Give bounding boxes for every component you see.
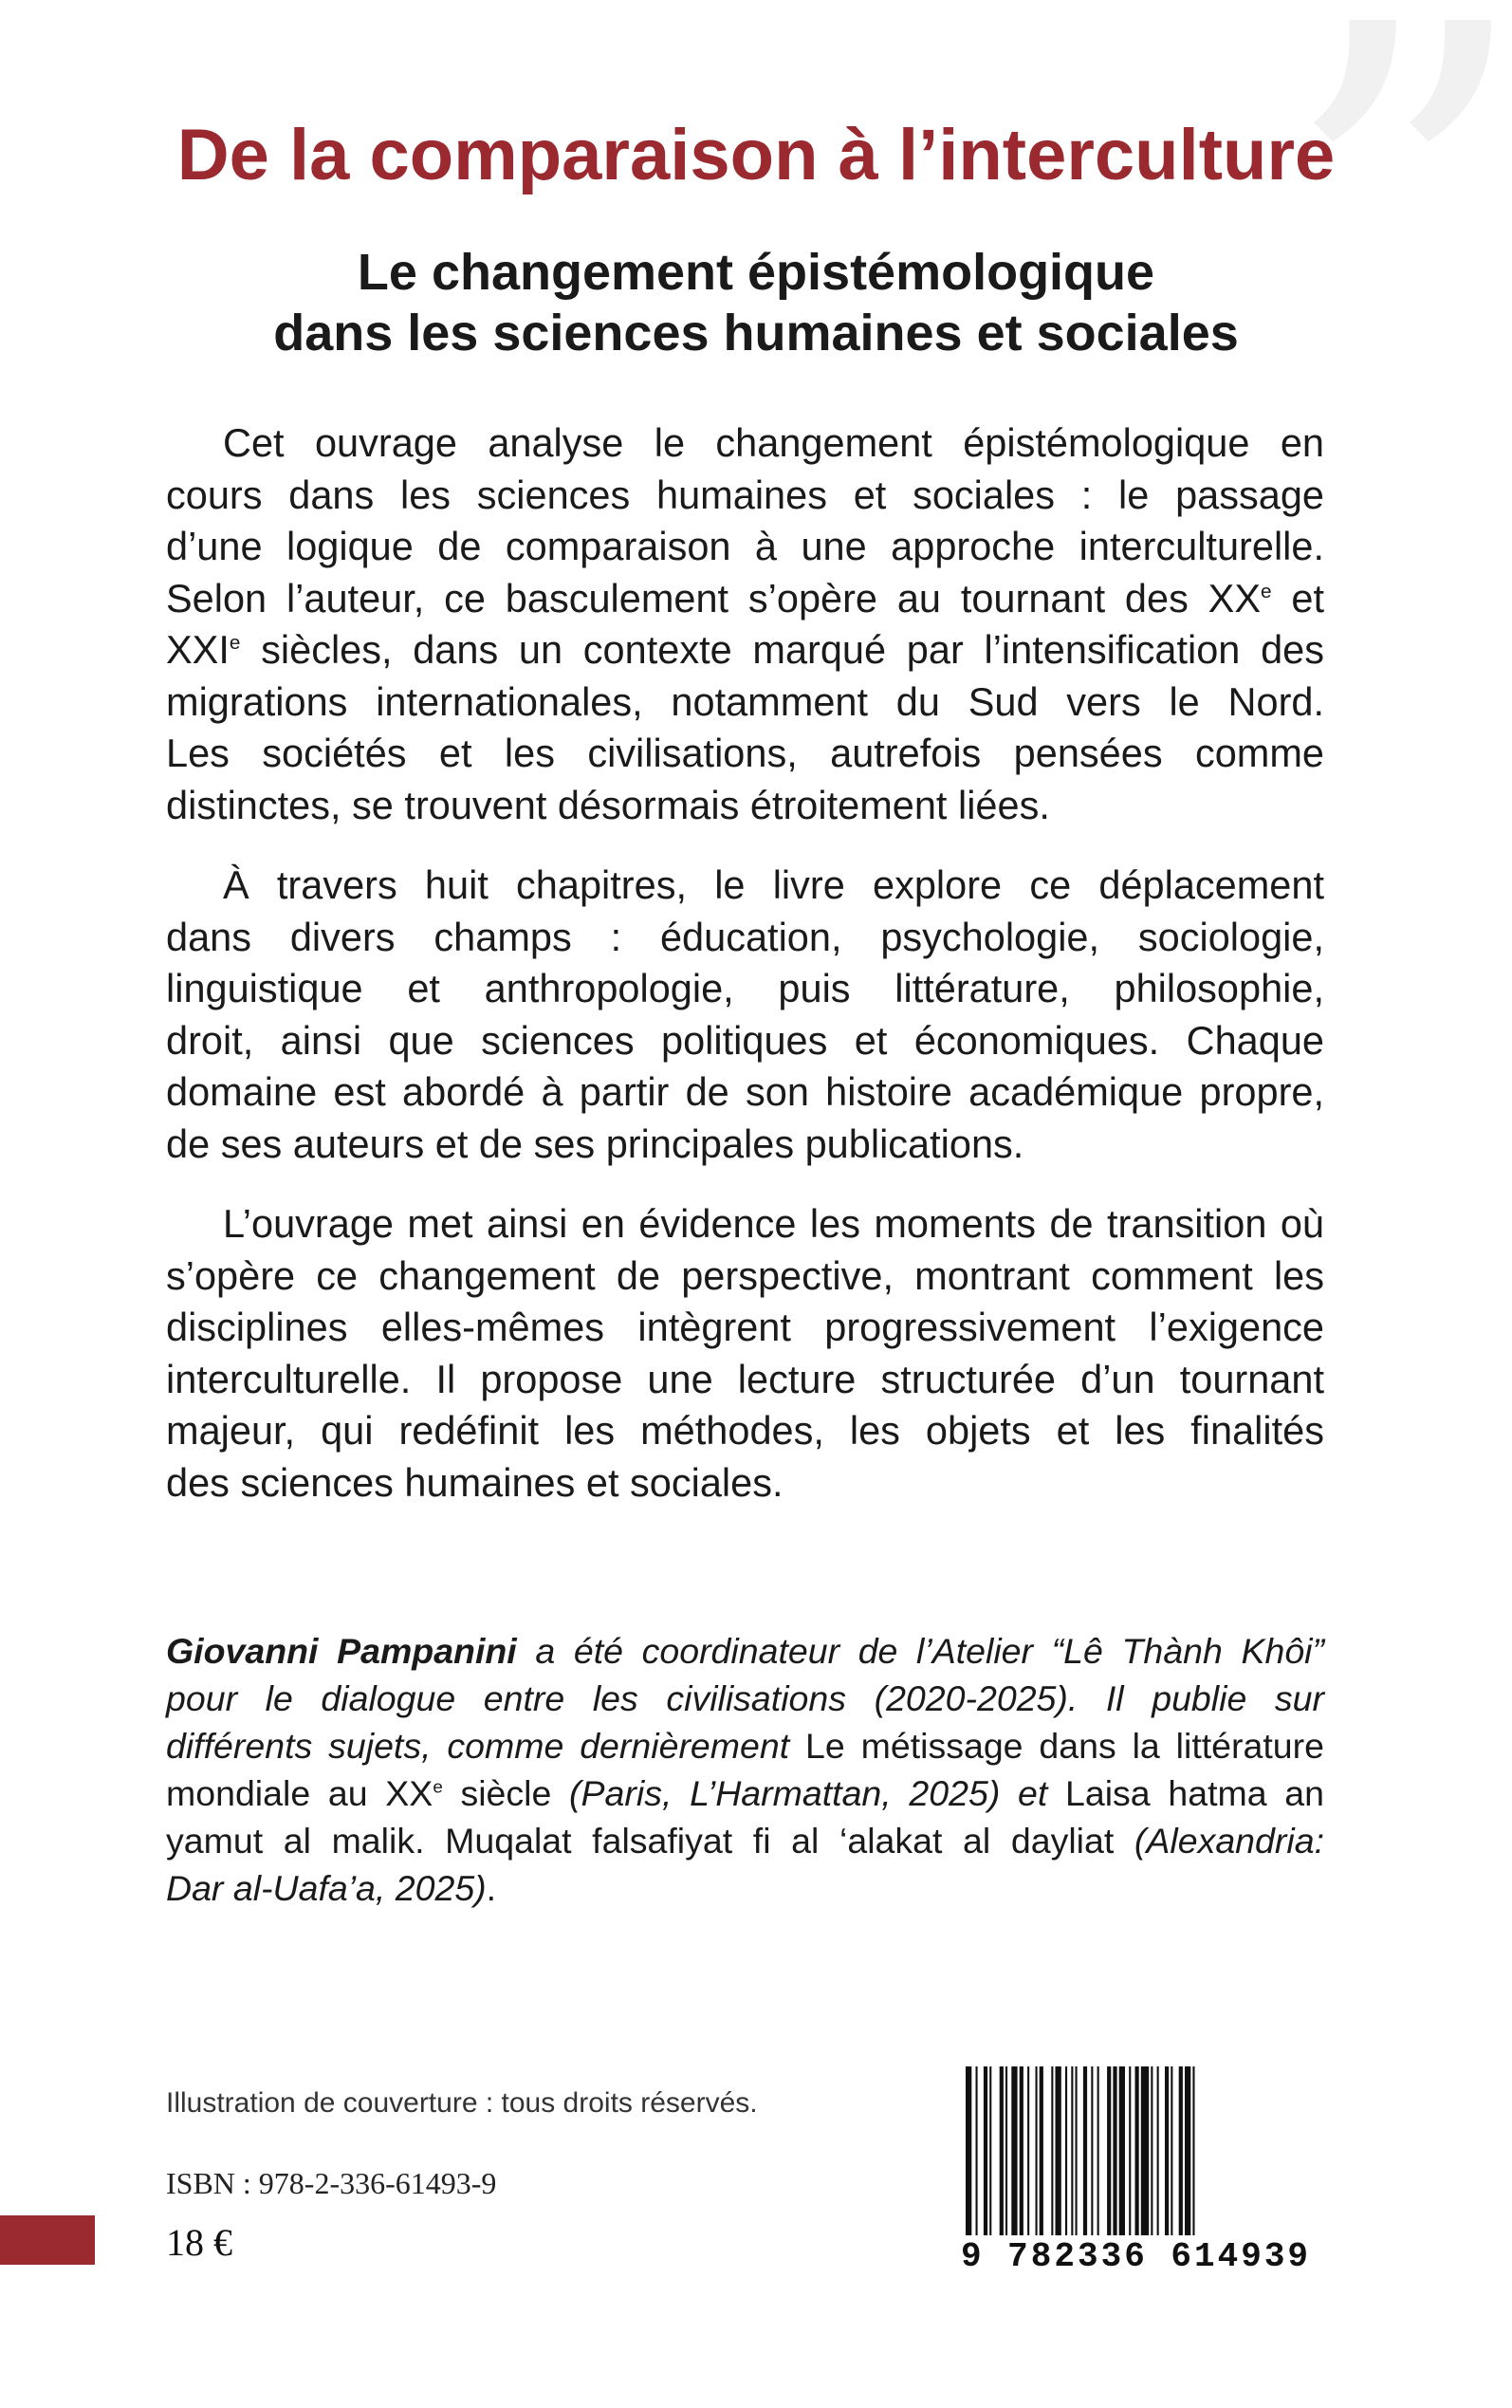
barcode-bar — [1005, 2066, 1007, 2235]
text-line: Selon l’auteur, ce basculement s’opère au tournant des XXe et — [166, 575, 1324, 621]
summary-paragraph-2 — [166, 860, 1324, 1170]
text-line: L’ouvrage met ainsi en évidence les moments de transition où — [223, 1201, 1324, 1246]
barcode-bar — [1151, 2066, 1152, 2235]
text-line: XXIe siècles, dans un contexte marqué par l’intensification des — [166, 627, 1324, 672]
barcode — [958, 2066, 1314, 2279]
text-line: majeur, qui redéfinit les méthodes, les objets et les finalités — [166, 1408, 1324, 1453]
text-line: dans divers champs : éducation, psychologie, sociologie, — [166, 914, 1324, 959]
text-line: domaine est abordé à partir de son histoire académique propre, — [166, 1069, 1324, 1114]
text-line: disciplines elles-mêmes intègrent progressivement l’exigence — [166, 1305, 1324, 1349]
barcode-bars — [958, 2066, 1314, 2235]
quote-mark-decoration: ” — [1279, 0, 1474, 496]
barcode-bar — [1011, 2066, 1017, 2235]
barcode-bar — [1157, 2066, 1159, 2235]
text-line: Cet ouvrage analyse le changement épistémologique en — [223, 420, 1324, 465]
bio-line: Giovanni Pampanini a été coordinateur de l’Atelier “Lê Thành Khôi” — [166, 1631, 1324, 1671]
bio-line: différents sujets, comme dernièrement Le métissage dans la littérature — [166, 1726, 1324, 1766]
barcode-digits: 9 782336 614939 — [960, 2237, 1312, 2276]
subtitle-line-1: Le changement épistémologique — [357, 244, 1155, 301]
barcode-bar — [1107, 2066, 1111, 2235]
barcode-bar — [1065, 2066, 1067, 2235]
accent-tab — [0, 2215, 95, 2265]
barcode-bar — [1097, 2066, 1099, 2235]
barcode-bar — [1027, 2066, 1029, 2235]
barcode-bar — [1056, 2066, 1061, 2235]
text-line: linguistique et anthropologie, puis littérature, philosophie, — [166, 966, 1324, 1010]
summary-paragraph-3 — [166, 1198, 1324, 1509]
summary-paragraph-1 — [166, 417, 1324, 831]
book-subtitle — [0, 242, 1512, 363]
barcode-bar — [1179, 2066, 1183, 2235]
book-title: De la comparaison à l’interculture — [176, 115, 1336, 195]
author-bio — [166, 1627, 1324, 1912]
subtitle-line-2: dans les sciences humaines et sociales — [273, 305, 1239, 361]
barcode-bar — [1192, 2066, 1194, 2235]
barcode-bar — [1171, 2066, 1172, 2235]
bio-line: yamut al malik. Muqalat falsafiyat fi al ‘alakat al dayliat (Alexandria: — [166, 1821, 1324, 1861]
text-line: d’une logique de comparaison à une approche interculturelle. — [166, 524, 1324, 568]
barcode-bar — [1071, 2066, 1073, 2235]
bio-line: pour le dialogue entre les civilisations (2020-2025). Il publie sur — [166, 1678, 1324, 1718]
barcode-bar — [1185, 2066, 1190, 2235]
price: 18 € — [166, 2221, 232, 2264]
barcode-bar — [989, 2066, 991, 2235]
text-line: Les sociétés et les civilisations, autrefois pensées comme — [166, 731, 1324, 775]
text-line: migrations internationales, notamment du Sud vers le Nord. — [166, 678, 1324, 724]
barcode-bar — [1036, 2066, 1038, 2235]
barcode-bar — [1083, 2066, 1087, 2235]
barcode-bar — [1129, 2066, 1131, 2235]
barcode-bar — [1091, 2066, 1093, 2235]
text-line: interculturelle. Il propose une lecture structurée d’un tournant — [166, 1356, 1324, 1401]
barcode-bar — [1051, 2066, 1053, 2235]
barcode-bar — [1113, 2066, 1116, 2235]
text-line: distinctes, se trouvent désormais étroitement liées. — [166, 782, 1050, 827]
cover-credit: Illustration de couverture : tous droits réservés. — [166, 2087, 758, 2119]
text-line: s’opère ce changement de perspective, montrant comment les — [166, 1252, 1324, 1298]
bio-line: Dar al-Uafa’a, 2025). — [166, 1868, 497, 1908]
summary-text — [166, 417, 1324, 1537]
text-line: des sciences humaines et sociales. — [166, 1459, 784, 1505]
author-name: Giovanni Pampanini — [166, 1631, 517, 1671]
barcode-bar — [966, 2066, 971, 2235]
barcode-bar — [1165, 2066, 1169, 2235]
barcode-bar — [1040, 2066, 1043, 2235]
barcode-bar — [1000, 2066, 1004, 2235]
text-line: cours dans les sciences humaines et sociales : le passage — [166, 472, 1324, 517]
isbn: ISBN : 978-2-336-61493-9 — [166, 2166, 497, 2200]
barcode-bar — [1135, 2066, 1139, 2235]
barcode-bar — [976, 2066, 978, 2235]
barcode-bar — [984, 2066, 987, 2235]
barcode-bar — [1020, 2066, 1023, 2235]
barcode-bar — [1141, 2066, 1149, 2235]
text-line: droit, ainsi que sciences politiques et économiques. Chaque — [166, 1017, 1324, 1063]
barcode-bar — [1076, 2066, 1078, 2235]
text-line: de ses auteurs et de ses principales publications. — [166, 1121, 1024, 1166]
bio-line: mondiale au XXe siècle (Paris, L’Harmattan, 2025) et Laisa hatma an — [166, 1773, 1324, 1813]
text-line: À travers huit chapitres, le livre explore ce déplacement — [223, 862, 1324, 907]
barcode-bar — [1119, 2066, 1125, 2235]
